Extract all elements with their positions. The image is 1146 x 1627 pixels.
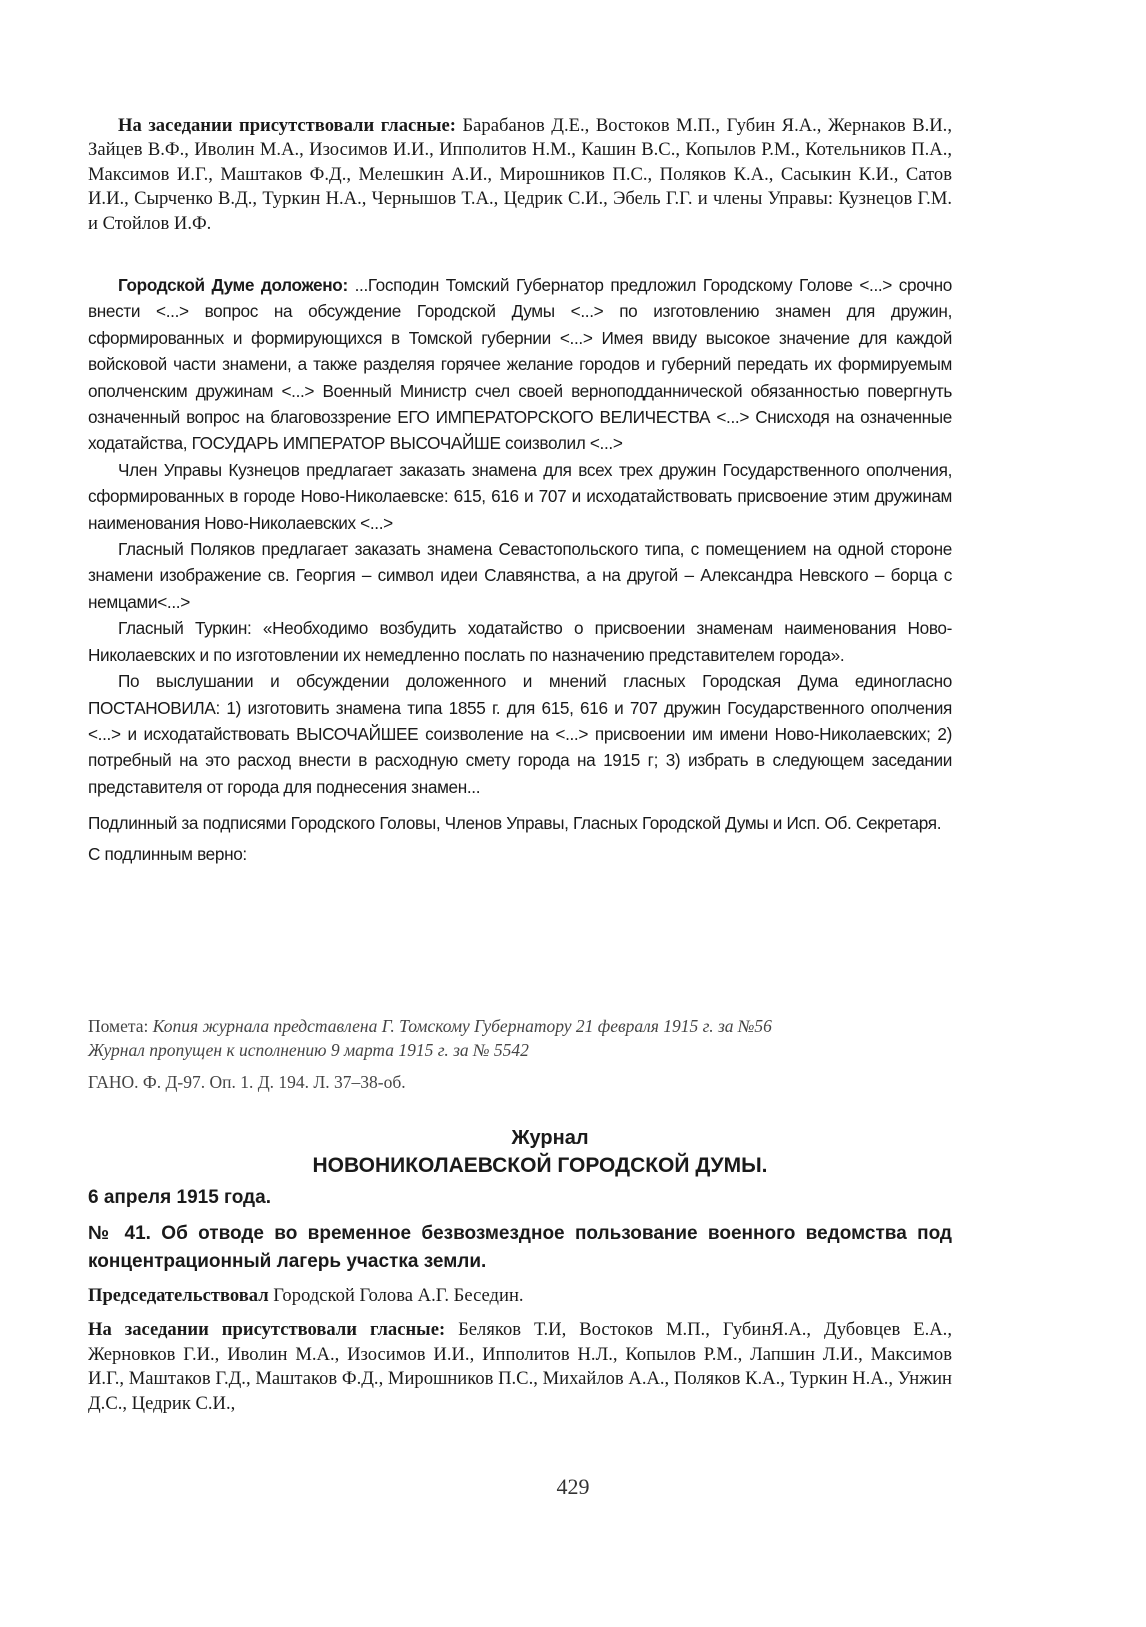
note-label: Помета: [88,1016,149,1036]
journal-date: 6 апреля 1915 года. [88,1187,271,1208]
present-label: На заседании присутствовали гласные: [88,1319,446,1341]
attendees-label: На заседании присутствовали гласные: [118,115,456,136]
journal-body [88,1284,952,1416]
report-text: ...Господин Томский Губернатор предложил Городскому Голове <...> срочно внести <...> вопрос на обсуждение Городской Думы <...> по изготовлению знамен для дружин, сформированных и формирующихся в Томской губернии <...> Имея ввиду высокое значение для каждой войсковой части знамени, а также разделяя горячее желание городов и губерний передать их формируемым ополченским дружинам <...> Военный Министр счел своей верноподданнической обязанностью повергнуть означенный вопрос на благовоззрение ЕГО ИМПЕРАТОРСКОГО ВЕЛИЧЕСТВА <...> Снисходя на означенные ходатайства, ГОСУДАРЬ ИМПЕРАТОР ВЫСОЧАЙШЕ соизволил <...> [88,275,952,454]
paragraph-resolution: По выслушании и обсуждении доложенного и мнений гласных Городская Дума единогласно ПОСТАНОВИЛА: 1) изготовить знамена типа 1855 г. для 615, 616 и 707 дружин Государственного ополчения <...> и исходатайствовать ВЫСОЧАЙШЕЕ соизволение на <...> присвоении им имени Ново-Николаевских; 2) потребный на это расход внести в расходную смету города на 1915 г; 3) избрать в следующем заседании представителя от города для поднесения знамен... [88,671,952,797]
paragraph-kuznetsov: Член Управы Кузнецов предлагает заказать знамена для всех трех дружин Государственного ополчения, сформированных в городе Ново-Николаевске: 615, 616 и 707 и исходатайствовать присвоение этим дружинам наименования Ново-Николаевских <...> [88,459,952,533]
duma-title: НОВОНИКОЛАЕВСКОЙ ГОРОДСКОЙ ДУМЫ. [312,1154,768,1177]
chair-text: Городской Голова А.Г. Беседин. [268,1285,524,1306]
verified-text: С подлинным верно: [88,843,247,864]
present-list: Беляков Т.И, Востоков М.П., ГубинЯ.А., Дубовцев Е.А., Жерновков Г.И., Иволин М.А., Изосимов И.И., Ипполитов Н.Л., Копылов Р.М., Лапшин Л.И., Максимов И.Г., Маштаков Г.Д., Маштаков Ф.Д., Мирошников П.С., Михайлов А.А., Поляков К.А., Туркин Н.А., Унжин Д.С., Цедрик С.И., [88,1319,952,1414]
journal-heading: № 41. Об отводе во временное безвозмездное пользование военного ведомства под концентрационный лагерь участка земли. [88,1223,952,1272]
page-number: 429 [556,1474,590,1499]
signatures-text: Подлинный за подписями Городского Головы, Членов Управы, Гласных Городской Думы и Исп. Об. Секретаря. [88,813,942,834]
attendees-block-1 [88,114,952,236]
report-section [88,272,952,867]
paragraph-turkin: Гласный Туркин: «Необходимо возбудить ходатайство о присвоении знаменам наименования Ново-Николаевских и по изготовлении их немедленно послать по назначению представителем города». [88,618,952,665]
note-line-2: Журнал пропущен к исполнению 9 марта 1915 г. за № 5542 [88,1040,529,1060]
journal-title: Журнал [511,1127,589,1149]
attendees-list: Барабанов Д.Е., Востоков М.П., Губин Я.А., Жернаков В.И., Зайцев В.Ф., Иволин М.А., Изосимов И.И., Ипполитов Н.М., Кашин В.С., Копылов Р.М., Котельников П.А., Максимов И.Г., Маштаков Ф.Д., Мелешкин А.И., Мирошников П.С., Поляков К.А., Сасыкин К.И., Сатов И.И., Сырченко В.Д., Туркин Н.А., Чернышов Т.А., Цедрик С.И., Эбель Г.Г. и члены Управы: Кузнецов Г.М. и Стойлов И.Ф. [88,115,952,234]
note-block [88,1014,952,1094]
note-line-1: Копия журнала представлена Г. Томскому Губернатору 21 февраля 1915 г. за №56 [148,1016,772,1036]
archive-reference: ГАНО. Ф. Д-97. Оп. 1. Д. 194. Л. 37–38-об. [88,1072,406,1092]
report-label: Городской Думе доложено: [118,275,348,295]
chair-label: Председательствовал [88,1285,269,1306]
paragraph-polyakov: Гласный Поляков предлагает заказать знамена Севастопольского типа, с помещением на одной стороне знамени изображение св. Георгия – символ идеи Славянства, а на другой – Александра Невского – борца с немцами<...> [88,539,952,612]
journal-header [88,1124,952,1276]
report-paragraph [88,272,952,457]
